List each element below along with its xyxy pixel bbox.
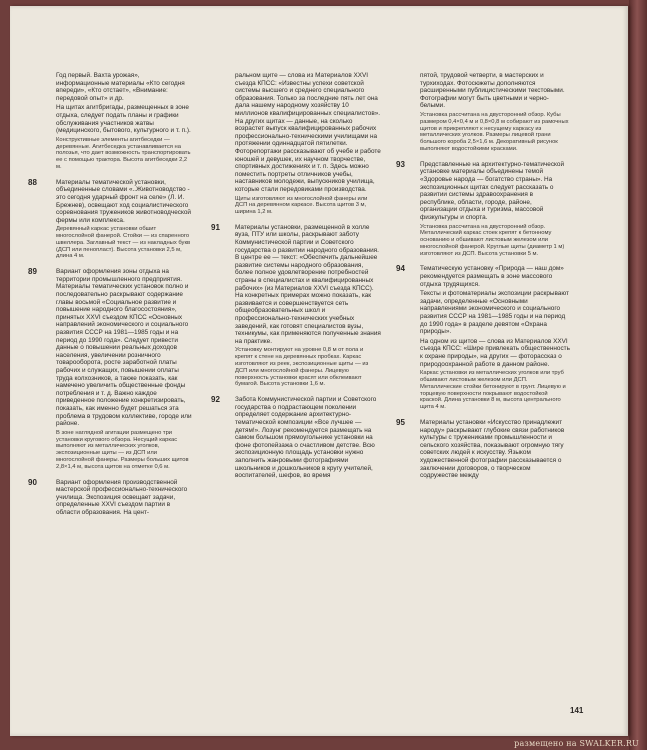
entry-text: Тематическую установку «Природа — наш дом» рекомендуется размещать в зоне массового отдыха трудящихся. — [420, 265, 564, 288]
entry-number: 95 — [396, 417, 405, 427]
entry-text: Вариант оформления зоны отдыха на территории промышленного предприятия. Материалы тематических установок полно и последовательно раскрывают содержание главы восьмой «Социальное развитие и повышение народного благосостояния», принятых XXVI съездом КПСС «Основных направлений экономического и социального развития СССР на 1981—1985 годы и на период до 1990 года». Следует привести данные о повышении реальных доходов населения, увеличении розничного товарооборота, росте заработной платы рабочих и служащих, повышении оплаты труда колхозников, а также показать, как намечено увеличить общественные фонды потребления и т. д. Важно каждое приведенное положение конкретизировать, показать, как именно будет решаться эта проблема в трудовом коллективе, городе или районе. — [56, 268, 192, 428]
entry-89 — [28, 267, 194, 470]
entry-number: 88 — [28, 177, 37, 187]
construction-note: Щиты изготовляют из многослойной фанеры или ДСП на деревянном каркасе. Высота щитов 3 м, ширина 1,2 м. — [235, 195, 368, 216]
entry-number: 94 — [396, 264, 405, 274]
paragraph: На щитах агитбригады, размещенных в зоне отдыха, следует подать планы и графики обслуживания участников жатвы (медицинского, бытового, культурного и т. п.). — [56, 104, 191, 135]
entry-number: 92 — [211, 395, 220, 405]
column-left — [28, 72, 194, 519]
construction-note: Установку монтируют на уровне 0,8 м от пола и крепят к стене на деревянных пробках. Каркас изготовляют из реек, экспозиционные щиты — из ДСП или многослойной фанеры. Лицевую поверхность установки красят или обклеивают бумагой. Высота установки 1,6 м. — [235, 347, 369, 388]
construction-note: Конструктивные элементы агитбеседки — деревянные. Агитбеседка устанавливается на полозья, что дает возможность транспортировать ее с помощью трактора. Высота агитбеседки 2,2 м. — [56, 136, 191, 170]
page-number: 141 — [570, 706, 584, 715]
entry-text: На одном из щитов — слова из Материалов XXVI съезда КПСС: «Шире привлекать общественность к охране природы», на других — фоторассказ о природоохранной работе в данном районе. — [420, 337, 570, 368]
entry-88 — [28, 177, 194, 261]
entry-text: Тексты и фотоматериалы экспозиции раскрывают задачи, определенные «Основными направлениями экономического и социального развития СССР на 1981—1985 годы и на период до 1990 года» в разделе девятом «Охрана природы». — [420, 290, 569, 336]
paragraph: пятой, трудовой четверти, в мастерских и турхиходах. Фотосюжеты дополняются расширенными публицистическими текстовыми. Фотографии могут быть цветными и черно-белыми. — [420, 72, 565, 110]
column-right — [396, 72, 570, 482]
entry-number: 90 — [28, 477, 37, 487]
construction-note: Установка рассчитана на двусторонний обзор. Металлический каркас стоек крепят к бетонному основанию и обшивают листовым железом или многослойной фанерой. Круглые щиты (диаметр 1 м) изготовляют из ДСП. Высота установки 5 м. — [420, 223, 565, 257]
entry-text: Материалы установки «Искусство принадлежит народу» раскрывают глубокие связи работников культуры с тружениками промышленности и сельского хозяйства, показывают огромную тягу советских людей к искусству. Языком художественной фотографии рассказывается о заключении договоров, о творческом содружестве между — [420, 418, 565, 480]
construction-note: Установка рассчитана на двусторонний обзор. Кубы размером 0,4×0,4 м и 0,8×0,8 м собирают из рамочных щитов и прикрепляют к несущему каркасу из металлических уголков. Размеры лицевой грани большого короба 2,5×1,6 м. Декоративный рисунок выполняют водостойкими красками. — [420, 111, 569, 152]
entry-90 — [28, 477, 194, 517]
entry-text: Материалы тематической установки, объединенные словами «..Животноводство - это сегодня ударный фронт на селе» (Л. И. Брежнев), освещают ход социалистического соревнования тружеников животноводческой фермы или комплекса. — [56, 178, 191, 224]
column-middle — [211, 72, 381, 482]
entry-91 — [211, 222, 381, 388]
entry-text: Представленные на архитектурно-тематической установке материалы объединены темой «Здоровье народа — богатство страны». На экспозиционных щитах следует рассказать о развитии системы здравоохранения в республике, области, городе, районе, организации отдыха и туризма, массовой физкультуры и спорта. — [420, 160, 565, 221]
entry-text: Забота Коммунистической партии и Советского государства о подрастающем поколении определяет содержание архитектурно-тематической композиции «Все лучшее — детям!». Лозунг рекомендуется размещать на самом большом прямоугольнике установки на фоне фотопейзажа о счастливом детстве. Всю экспозиционную площадь установки нужно заполнить жанровыми фотографиями школьников и дошкольников в кругу учителей, воспитателей, шефов, во время — [235, 396, 377, 480]
book-spine — [629, 0, 647, 750]
construction-note: В зоне наглядной агитации размещено три установки кругового обзора. Несущий каркас выполняют из металлических уголков, экспозиционные щиты — из ДСП или многослойной фанеры. Размеры больших щитов 2,8×1,4 м, высота щитов на отметке 0,6 м. — [56, 429, 189, 470]
entry-number: 91 — [211, 222, 220, 232]
entry-text: Материалы установки, размещенной в холле вуза, ПТУ или школы, раскрывают заботу Коммунистической партии и Советского государства о развитии народного образования. В центре ее — текст: «Обеспечить дальнейшее развитие системы народного образования, более полное удовлетворение потребностей страны в специалистах и квалифицированных рабочих» (из Материалов XXVI съезда КПСС). На конкретных примерах можно показать, как развивается и совершенствуется сеть общеобразовательных школ и профессионально-технических учебных заведений, как готовят специалистов вузы, техникумы, как применяются полученные знания на практике. — [235, 223, 381, 345]
paragraph: Год первый. Вахта урожая», информационные материалы «Кто сегодня впереди», «Кто отстает», «Внимание: передовой опыт» и др. — [56, 72, 185, 102]
entry-number: 89 — [28, 267, 37, 277]
book-page — [10, 6, 628, 736]
construction-note: Каркас установки из металлических уголков или труб обшивают листовым железом или ДСП. Металлические стойки бетонируют в грунт. Лицевую и торцевую поверхности покрывают водостойкой краской. Длина установки 8 м, высота центрального щита 4 м. — [420, 370, 566, 411]
entry-92 — [211, 395, 381, 480]
entry-text: Вариант оформления производственной мастерской профессионально-технического училища. Экспозиция освещает задачи, определенные XXVI съездом партии в области образования. На цент- — [56, 478, 188, 516]
paragraph: ральном щите — слова из Материалов XXVI съезда КПСС: «Известны успехи советской системы высшего и среднего специального образования. Только за последние пять лет она дала нашему народному хозяйству 10 миллионов квалифицированных специалистов». На других щитах — данные, на сколько возрастет выпуск квалифицированных рабочих профессионально-техническими училищами на протяжении одиннадцатой пятилетки. Фоторепортажи рассказывают об учебе и работе юношей и девушек, их научном творчестве, спортивных достижениях и т. п. Здесь можно поместить портреты отличников учебы, наставников молодежи, выпускников училища, которые стали передовиками производства. — [235, 72, 381, 193]
entry-94 — [396, 264, 570, 411]
entry-number: 93 — [396, 159, 405, 169]
construction-note: Деревянный каркас установки обшит многослойной фанерой. Стойки — из спаренного швеллера. Заглавный текст — из накладных букв (ДСП или пенопласт). Высота установки 2,5 м, длина 4 м. — [56, 226, 191, 260]
watermark: размещено на SWALKER.RU — [514, 739, 639, 748]
entry-95 — [396, 417, 570, 480]
entry-93 — [396, 159, 570, 258]
